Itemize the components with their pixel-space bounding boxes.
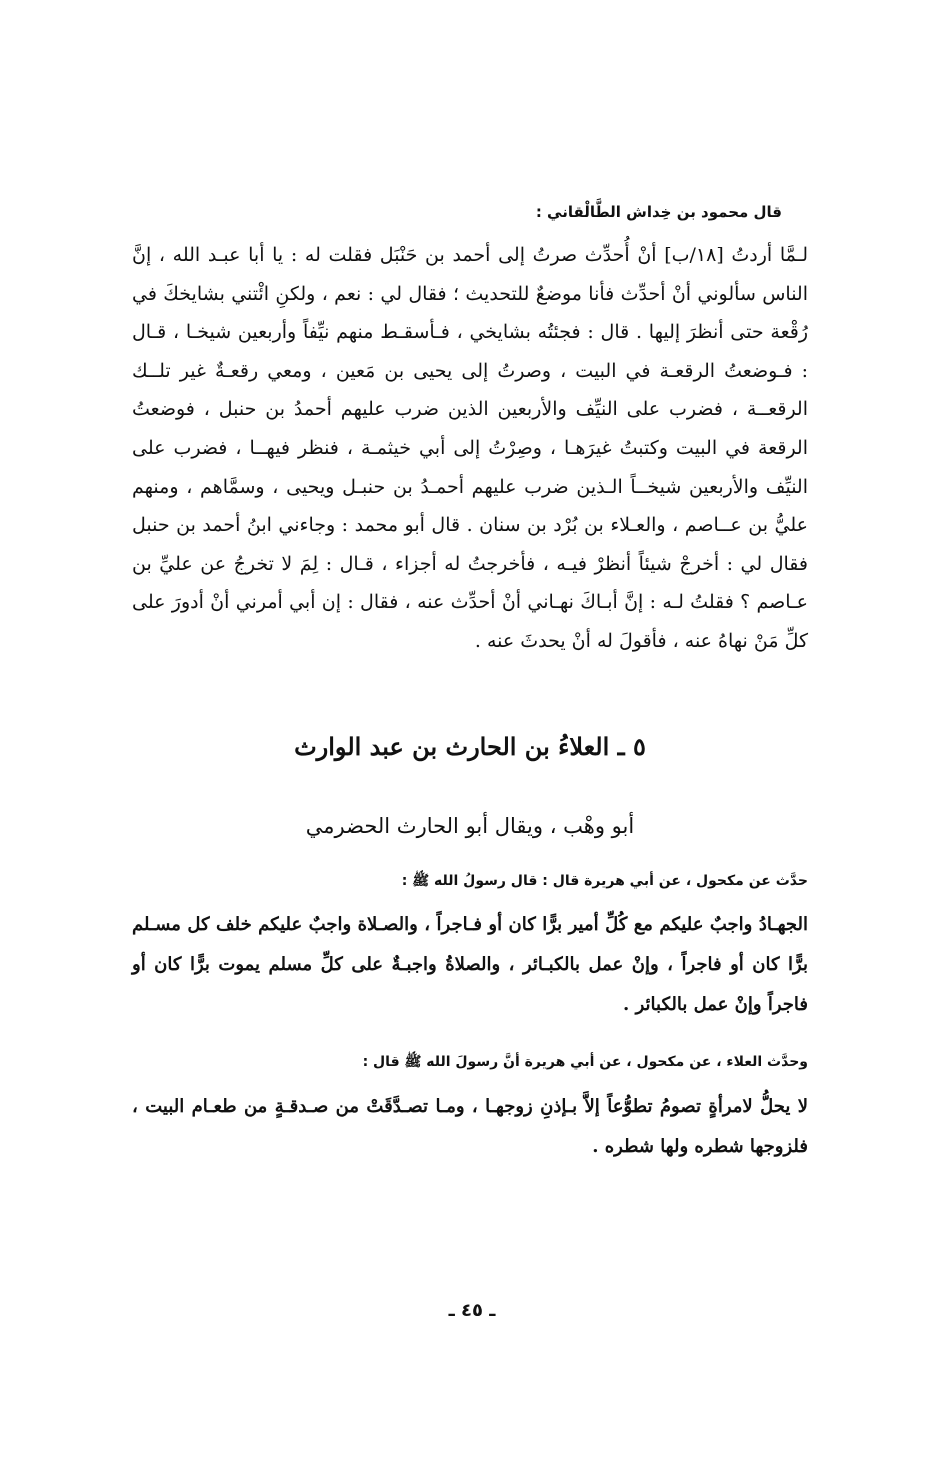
hadith-intro-1: حدَّث عن مكحول ، عن أبي هريرة قال : قال رسولُ الله ﷺ :: [401, 873, 808, 889]
section-heading: ٥ ـ العلاءُ بن الحارث بن عبد الوارث: [294, 732, 646, 761]
narration-paragraph: لـمَّا أردتُ [١٨/ب] أنْ أُحدِّث صرتُ إلى أحمد بن حَنْبَل فقلت له : يا أبا عبـد الله ، إنَّ الناس سألوني أنْ أحدِّث فأنا موضعٌ للتحديث ؛ فقال لي : نعم ، ولكنِ ائْتني بشايخكَ في رُقْعة حتى أنظرَ إليها . قال : فجئتُه بشايخي ، فـأسقـط منهم نيِّفاً وأربعين شيخـا ، قـال : فـوضعتُ الرقعـة في البيت ، وصرتُ إلى يحيى بن مَعين ، ومعي رقعـةٌ غير تلــك الرقعــة ، فضرب على النيِّف والأربعين الذين ضرب عليهم أحمدُ بن حنبل ، فوضعتُ الرقعة في البيت وكتبتُ غيرَهـا ، وصِرْتُ إلى أبي خيثمـة ، فنظر فيهــا ، فضرب على النيِّف والأربعين شيخــاً الـذين ضرب عليهم أحمـدُ بن حنبـل ويحيى ، وسمَّاهم ، ومنهم عليُّ بن عــاصم ، والعـلاء بن بُرْد بن سنان . قال أبو محمد : وجاءني ابنُ أحمد بن حنبل فقال لي : أخرجْ شيئاً أنظرْ فيـه ، فأخرجتُ له أجزاء ، قـال : لِمَ لا تخرجُ عن عليِّ بن عـاصم ؟ فقلتُ لـه : إنَّ أبـاكَ نهـاني أنْ أحدِّث عنه ، فقال : إن أبي أمرني أنْ أدورَ على كلِّ مَنْ نهاهُ عنه ، فأقولَ له أنْ يحدثَ عنه .: [132, 244, 808, 652]
hadith-intro-2: وحدَّث العلاء ، عن مكحول ، عن أبي هريرة أنَّ رسولَ الله ﷺ قال :: [362, 1054, 808, 1070]
hadith-text-2: لا يحلُّ لامرأةٍ تصومُ تطوُّعاً إلاَّ بـإذنِ زوجهـا ، ومـا تصـدَّقَتْ من صـدقـةٍ من طعـام البيت ، فلزوجها شطره ولها شطره .: [132, 1096, 808, 1157]
page-number: ـ ٤٥ ـ: [448, 1300, 496, 1321]
hadith-text-1: الجهـادُ واجبٌ عليكم مع كُلِّ أمير برًّا كان أو فـاجراً ، والصـلاة واجبٌ عليكم خلف كل مسـلم برًّا كان أو فاجراً ، وإنْ عمل بالكبـائر ، والصلاةُ واجبـةٌ على كلِّ مسلم يموت برًّا كان أو فاجراً وإنْ عمل بالكبائر .: [132, 914, 808, 1015]
narrator-intro: قال محمود بن خِداش الطَّالْقاني :: [535, 203, 782, 221]
section-subheading: أبو وهْب ، ويقال أبو الحارث الحضرمي: [305, 814, 635, 838]
